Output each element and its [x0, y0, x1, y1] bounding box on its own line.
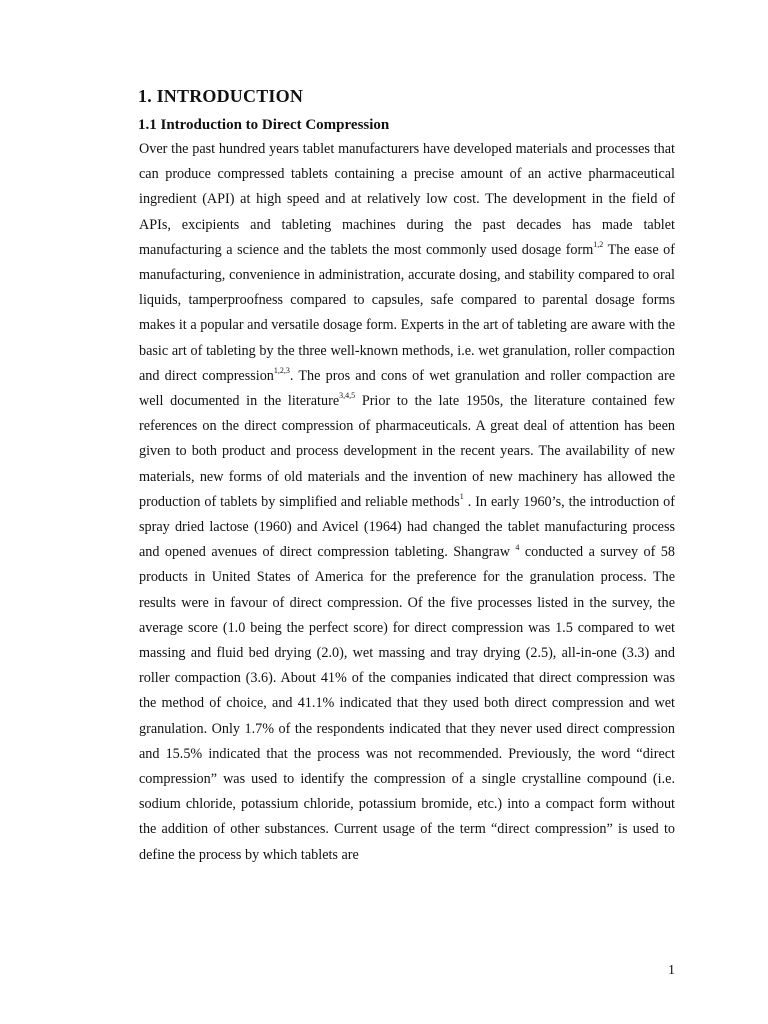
citation-superscript: 3,4,5	[339, 391, 356, 401]
text-run: . The pros and cons of wet granulation and roller compaction are well documented in the literature	[139, 367, 675, 410]
section-heading: 1. INTRODUCTION	[138, 86, 304, 106]
citation-superscript: 1,2,3	[273, 366, 290, 376]
body-paragraph	[139, 137, 675, 868]
text-run: . In early 1960’s, the introduction of spray dried lactose (1960) and Avicel (1964) had changed the tablet manufacturing process and opened avenues of direct compression tableting. Shangraw	[139, 493, 675, 561]
text-run: The ease of manufacturing, convenience in administration, accurate dosing, and stability compared to oral liquids, tamperproofness compared to capsules, safe compared to parental dosage forms makes it a popular and versatile dosage form. Experts in the art of tableting are aware with the basic art of tableting by the three well-known methods, i.e. wet granulation, roller compaction and direct compression	[139, 241, 675, 384]
text-run: Over the past hundred years tablet manufacturers have developed materials and processes that can produce compressed tablets containing a precise amount of an active pharmaceutical ingredient (API) at high speed and at relatively low cost. The development in the field of APIs, excipients and tableting machines during the past decades has made tablet manufacturing a science and the tablets the most commonly used dosage form	[139, 141, 675, 258]
citation-superscript: 1,2	[593, 240, 604, 250]
text-run: conducted a survey of 58 products in United States of America for the preference for the granulation process. The results were in favour of direct compression. Of the five processes listed in the survey, the average score (1.0 being the perfect score) for direct compression was 1.5 compared to wet massing and fluid bed drying (2.0), wet massing and tray drying (2.5), all-in-one (3.3) and roller compaction (3.6). About 41% of the companies indicated that direct compression was the method of choice, and 41.1% indicated that they used both direct compression and wet granulation. Only 1.7% of the respondents indicated that they never used direct compression and 15.5% indicated that the process was not recommended. Previously, the word “direct compression” was used to identify the compression of a single crystalline compound (i.e. sodium chloride, potassium chloride, potassium bromide, etc.) into a compact form without the addition of other substances. Current usage of the term “direct compression” is used to define the process by which tablets are	[139, 544, 675, 863]
text-run: Prior to the late 1950s, the literature contained few references on the direct compression of pharmaceuticals. A great deal of attention has been given to both product and process development in the recent years. The availability of new materials, new forms of old materials and the invention of new machinery has allowed the production of tablets by simplified and reliable methods	[139, 393, 675, 510]
subsection-heading: 1.1 Introduction to Direct Compression	[138, 117, 390, 133]
page-number: 1	[668, 963, 675, 978]
citation-superscript: 1	[459, 492, 464, 502]
citation-superscript: 4	[515, 542, 520, 552]
